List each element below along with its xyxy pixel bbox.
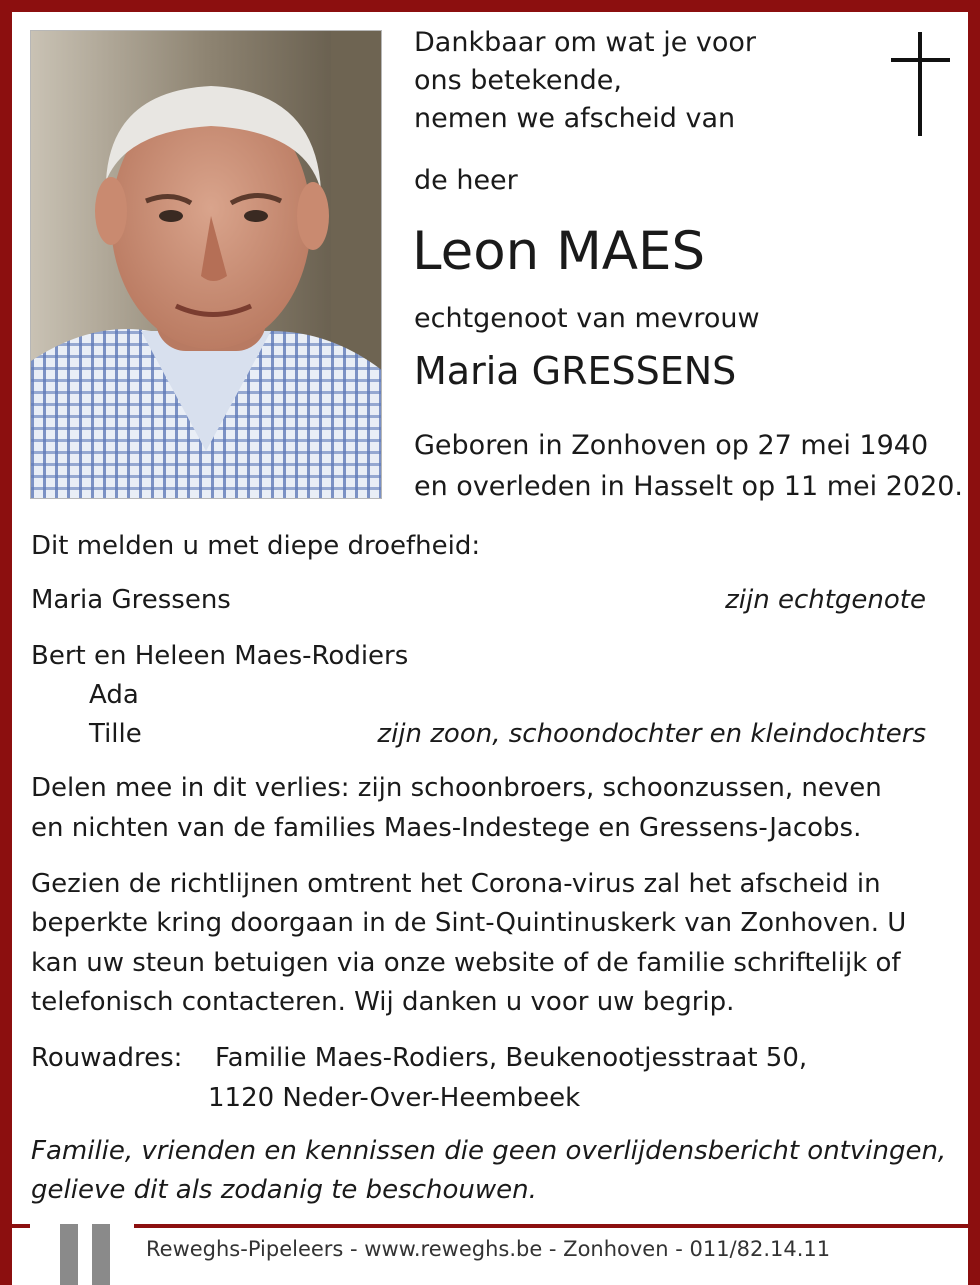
family-spouse-relation: zijn echtgenote bbox=[725, 585, 926, 615]
cross-icon-bar bbox=[891, 58, 950, 62]
address-line-2: 1120 Neder-Over-Heembeek bbox=[208, 1083, 581, 1113]
portrait-photo bbox=[30, 30, 382, 499]
title-prefix: de heer bbox=[414, 165, 518, 196]
sharing-line-1: Delen mee in dit verlies: zijn schoonbroers, schoonzussen, neven bbox=[31, 773, 882, 803]
covid-line-4: telefonisch contacteren. Wij danken u voor uw begrip. bbox=[31, 987, 735, 1017]
logo-bar-left bbox=[60, 1224, 78, 1285]
intro-line-1: Dankbaar om wat je voor bbox=[414, 27, 757, 58]
logo-bar-right bbox=[92, 1224, 110, 1285]
family-son-relation: zijn zoon, schoondochter en kleindochters bbox=[377, 719, 926, 749]
deceased-name: Leon MAES bbox=[412, 221, 706, 282]
closing-line-2: gelieve dit als zodanig te beschouwen. bbox=[31, 1175, 537, 1205]
footer-text: Reweghs-Pipeleers - www.reweghs.be - Zonhoven - 011/82.14.11 bbox=[146, 1237, 831, 1261]
address-line-1: Familie Maes-Rodiers, Beukenootjesstraat 50, bbox=[215, 1043, 808, 1073]
footer-divider bbox=[12, 1224, 968, 1228]
covid-line-1: Gezien de richtlijnen omtrent het Corona-virus zal het afscheid in bbox=[31, 869, 881, 899]
intro-line-2: ons betekende, bbox=[414, 65, 622, 96]
covid-line-2: beperkte kring doorgaan in de Sint-Quintinuskerk van Zonhoven. U bbox=[31, 908, 907, 938]
covid-line-3: kan uw steun betuigen via onze website of de familie schriftelijk of bbox=[31, 948, 901, 978]
family-spouse-name: Maria Gressens bbox=[31, 585, 231, 615]
sharing-line-2: en nichten van de families Maes-Indestege en Gressens-Jacobs. bbox=[31, 813, 862, 843]
grandchild-1: Ada bbox=[89, 680, 139, 710]
address-label: Rouwadres: bbox=[31, 1043, 183, 1073]
cross-icon bbox=[918, 32, 922, 136]
spouse-intro: echtgenoot van mevrouw bbox=[414, 303, 760, 334]
family-son-name: Bert en Heleen Maes-Rodiers bbox=[31, 641, 409, 671]
spouse-name: Maria GRESSENS bbox=[414, 349, 737, 393]
announcement: Dit melden u met diepe droefheid: bbox=[31, 531, 481, 561]
birth-line: Geboren in Zonhoven op 27 mei 1940 bbox=[414, 430, 929, 461]
grandchild-2: Tille bbox=[89, 719, 142, 749]
logo bbox=[30, 1222, 134, 1285]
death-line: en overleden in Hasselt op 11 mei 2020. bbox=[414, 471, 964, 502]
intro-line-3: nemen we afscheid van bbox=[414, 103, 736, 134]
closing-line-1: Familie, vrienden en kennissen die geen overlijdensbericht ontvingen, bbox=[31, 1136, 947, 1166]
